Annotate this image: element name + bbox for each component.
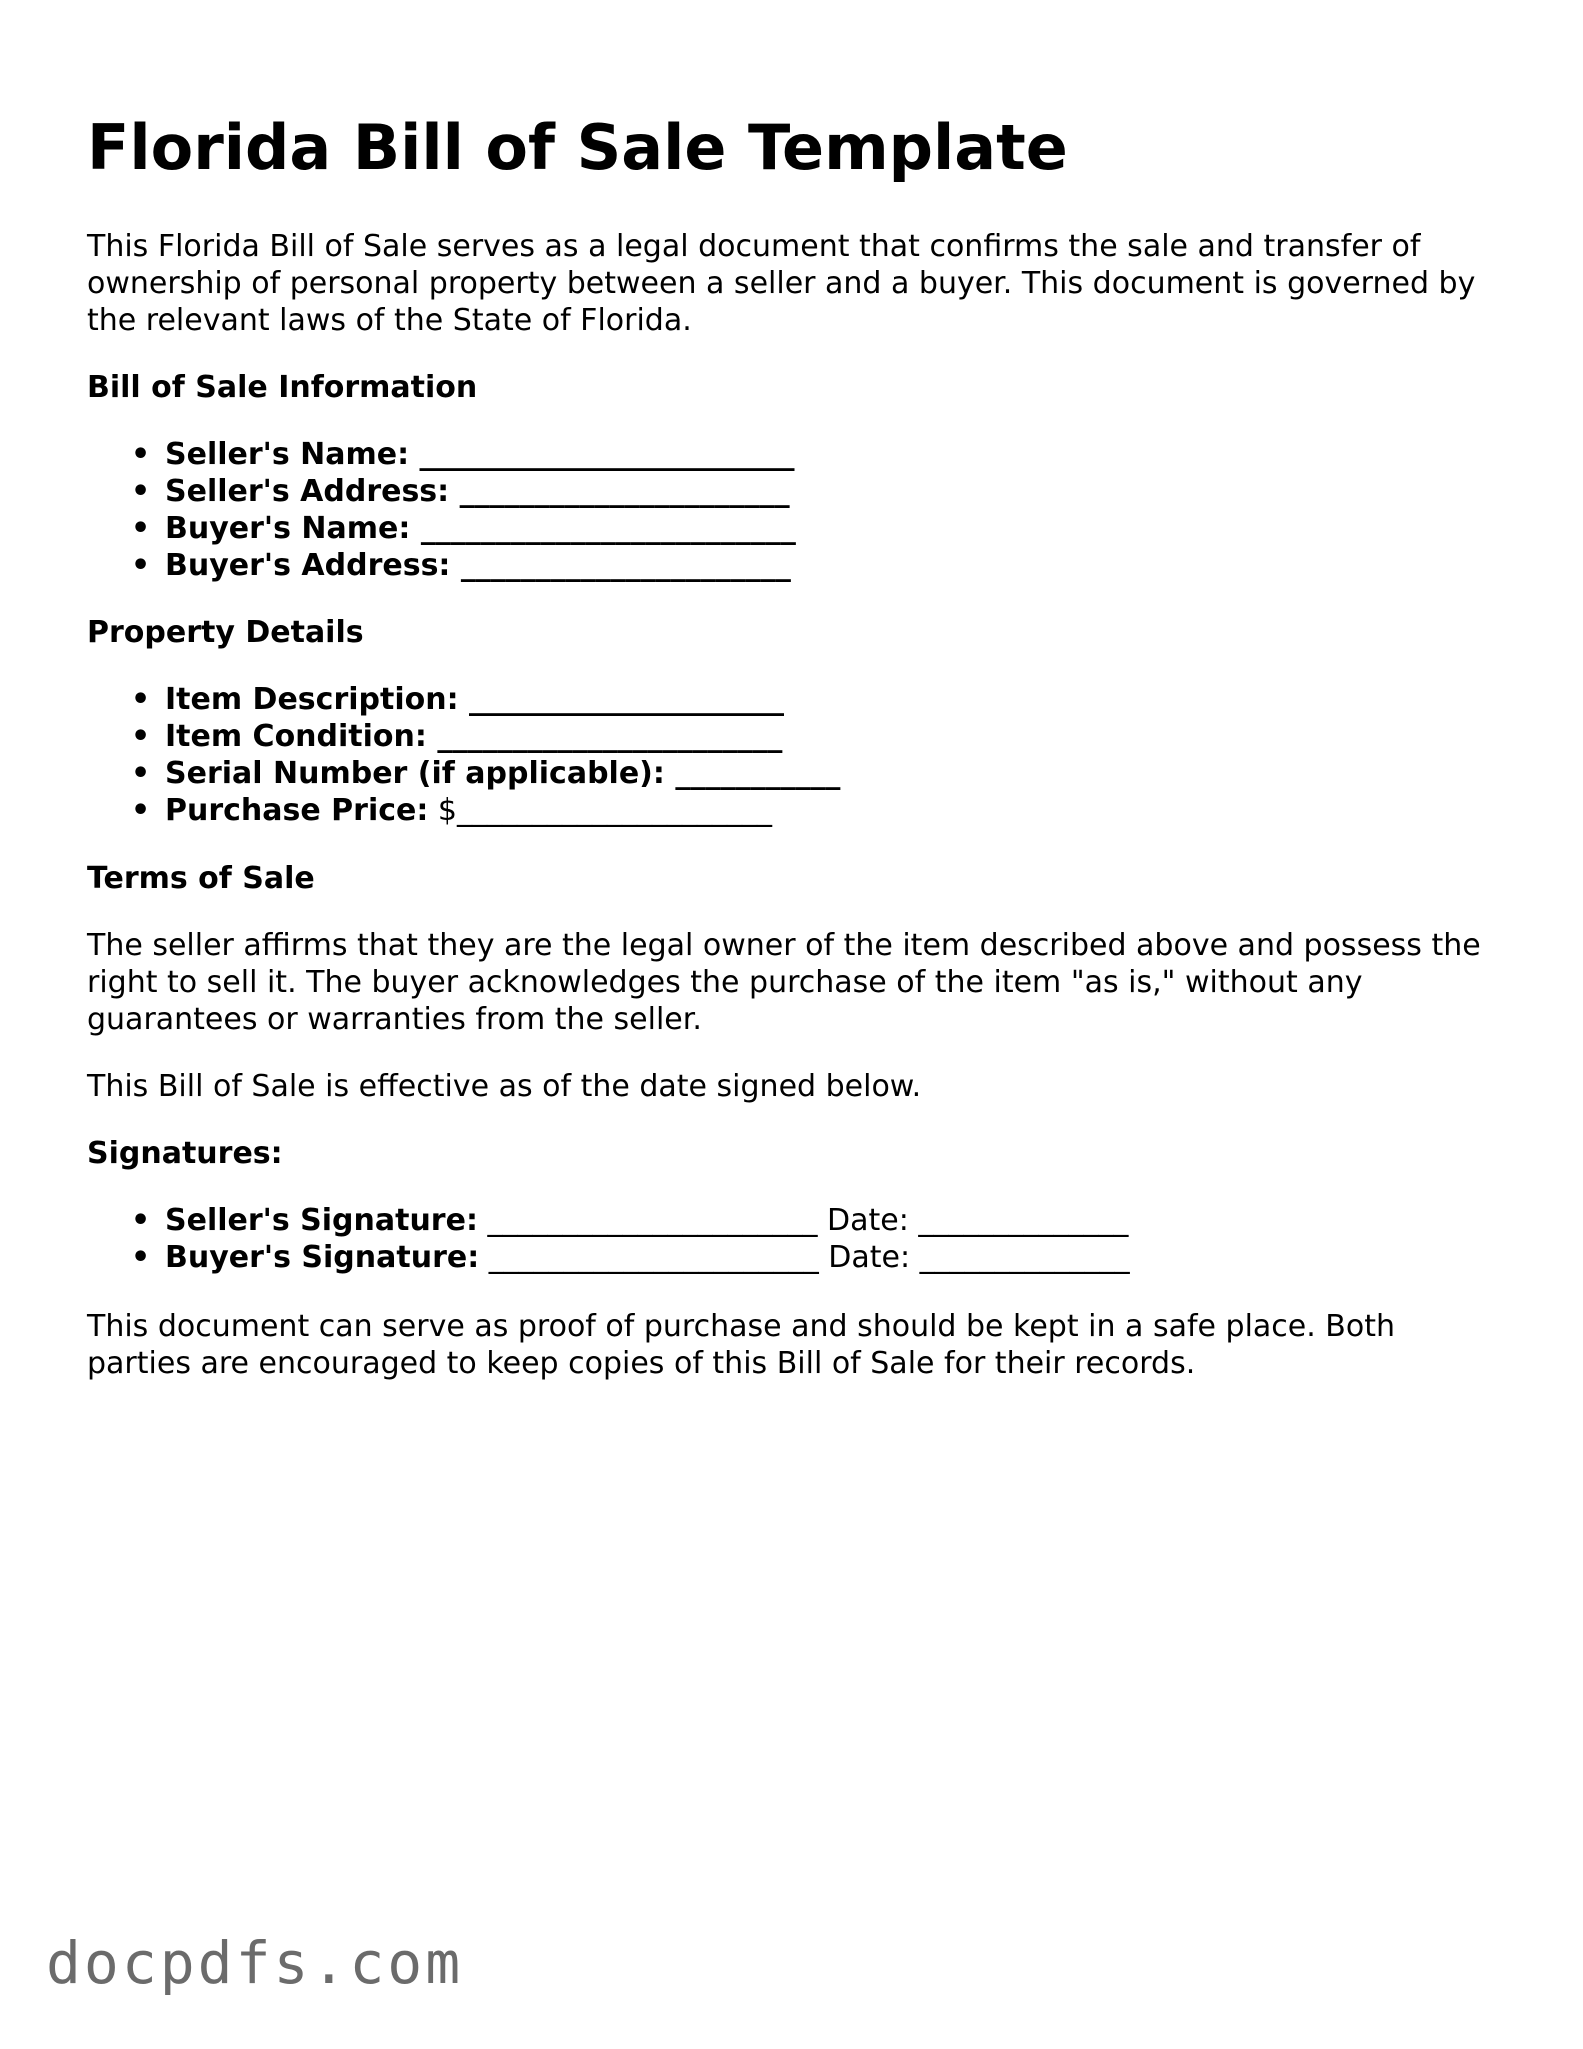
- field-sellers-address: [87, 473, 796, 510]
- section-heading-terms: Terms of Sale: [87, 861, 315, 896]
- terms-paragraph: The seller affirms that they are the legal owner of the item described above and possess the right to sell it. The buyer acknowledges the purchase of the item "as is," without any guarantees or warranties from the seller.: [87, 928, 1481, 1037]
- date-label: Date:: [817, 1203, 909, 1238]
- field-buyer-signature: [87, 1239, 1130, 1276]
- field-item-description: [87, 681, 840, 718]
- field-buyers-address: [87, 547, 796, 584]
- field-buyers-name: [87, 510, 796, 547]
- field-label: Seller's Signature:: [165, 1203, 478, 1238]
- bullet-icon: •: [131, 474, 151, 509]
- signature-blank[interactable]: ______________________: [477, 1203, 818, 1238]
- bill-info-list: [87, 436, 796, 584]
- field-label: Seller's Name:: [165, 437, 410, 472]
- bullet-icon: •: [131, 437, 151, 472]
- bullet-icon: •: [131, 548, 151, 583]
- blank-line[interactable]: _______________________: [426, 719, 783, 754]
- effective-paragraph: This Bill of Sale is effective as of the date signed below.: [87, 1069, 922, 1104]
- watermark-logo: docpdfs.com: [46, 1929, 464, 1997]
- field-label: Serial Number (if applicable):: [165, 756, 665, 791]
- field-label: Buyer's Name:: [165, 511, 411, 546]
- section-heading-bill-info: Bill of Sale Information: [87, 370, 478, 405]
- closing-paragraph: This document can serve as proof of purchase and should be kept in a safe place. Both parties are encouraged to keep copies of this Bill of Sale for their records.: [87, 1309, 1396, 1381]
- bullet-icon: •: [131, 511, 151, 546]
- bullet-icon: •: [131, 756, 151, 791]
- blank-line[interactable]: _________________________: [410, 511, 796, 546]
- field-label: Purchase Price:: [165, 793, 429, 828]
- field-label: Item Description:: [165, 682, 459, 717]
- bullet-icon: •: [131, 682, 151, 717]
- section-heading-property: Property Details: [87, 615, 364, 650]
- field-purchase-price: [87, 792, 840, 829]
- field-seller-signature: [87, 1202, 1130, 1239]
- section-heading-signatures: Signatures:: [87, 1136, 283, 1171]
- bullet-icon: •: [131, 1203, 151, 1238]
- signature-blank[interactable]: ______________________: [479, 1240, 819, 1275]
- field-label: Item Condition:: [165, 719, 427, 754]
- bullet-icon: •: [131, 793, 151, 828]
- field-label: Buyer's Address:: [165, 548, 451, 583]
- document-title: Florida Bill of Sale Template: [87, 111, 1068, 184]
- intro-paragraph: This Florida Bill of Sale serves as a legal document that confirms the sale and transfer of ownership of personal property between a seller and a buyer. This document is governed by the relevant laws of the State of Florida.: [87, 229, 1476, 338]
- field-label: Buyer's Signature:: [165, 1240, 480, 1275]
- bullet-icon: •: [131, 1240, 151, 1275]
- blank-line[interactable]: ___________: [664, 756, 841, 791]
- field-item-condition: [87, 718, 840, 755]
- blank-line[interactable]: ______________________: [450, 548, 791, 583]
- field-serial-number: [87, 755, 840, 792]
- signatures-list: [87, 1202, 1130, 1276]
- bullet-icon: •: [131, 719, 151, 754]
- date-blank[interactable]: ______________: [908, 1203, 1129, 1238]
- blank-line[interactable]: ______________________: [449, 474, 790, 509]
- property-list: [87, 681, 840, 829]
- field-label: Seller's Address:: [165, 474, 450, 509]
- blank-line[interactable]: _____________________: [458, 682, 785, 717]
- date-label: Date:: [818, 1240, 911, 1275]
- blank-line[interactable]: $_____________________: [428, 793, 772, 828]
- field-sellers-name: [87, 436, 796, 473]
- date-blank[interactable]: ______________: [910, 1240, 1130, 1275]
- blank-line[interactable]: _________________________: [409, 437, 795, 472]
